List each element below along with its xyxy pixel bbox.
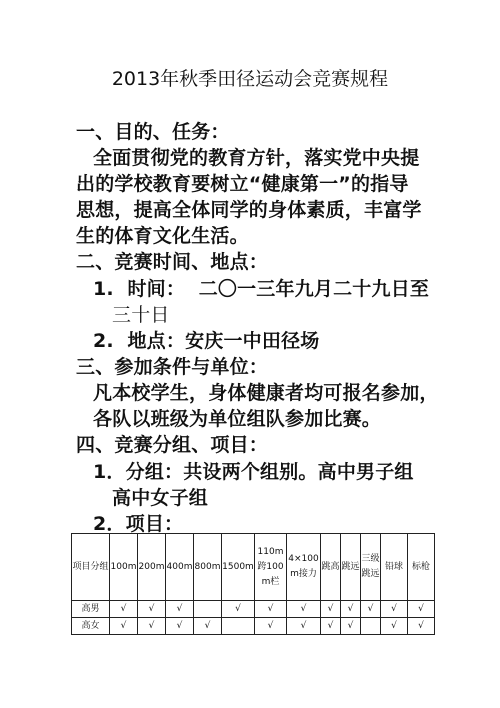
check-mark: √ xyxy=(138,601,166,618)
section-1-line-3: 思想，提高全体同学的身体素质，丰富学 xyxy=(76,199,422,221)
section-1-line-1: 全面贯彻党的教育方针，落实党中央提 xyxy=(93,147,420,169)
check-mark: √ xyxy=(166,601,194,618)
event-header: 跳远 xyxy=(341,534,361,601)
check-mark: √ xyxy=(255,601,287,618)
check-mark xyxy=(194,601,222,618)
group-label: 高男 xyxy=(72,601,110,618)
section-2-place-line: 2. 地点：安庆一中田径场 xyxy=(93,330,320,352)
event-header: 100m xyxy=(110,534,138,601)
table-row xyxy=(72,618,435,635)
table-row xyxy=(72,601,435,618)
check-mark: √ xyxy=(110,618,138,635)
section-4-group-continued: 高中女子组 xyxy=(112,487,209,509)
check-mark: √ xyxy=(194,618,222,635)
document-title: 2013年秋季田径运动会竞赛规程 xyxy=(111,68,389,90)
section-2-time-continued: 三十日 xyxy=(112,304,170,326)
event-header: 110m跨100m栏 xyxy=(255,534,287,601)
section-3-line-1: 凡本校学生，身体健康者均可报名参加， xyxy=(93,382,439,404)
section-2-time-line: 1. 时间： 二〇一三年九月二十九日至 xyxy=(93,278,430,300)
check-mark: √ xyxy=(255,618,287,635)
events-table xyxy=(71,533,435,635)
check-mark: √ xyxy=(361,601,381,618)
section-3-line-2: 各队以班级为单位组队参加比赛。 xyxy=(93,408,382,430)
event-header: 800m xyxy=(194,534,222,601)
check-mark: √ xyxy=(341,618,361,635)
event-header: 200m xyxy=(138,534,166,601)
check-mark: √ xyxy=(408,601,435,618)
check-mark: √ xyxy=(287,601,321,618)
table-header-row xyxy=(72,534,435,601)
event-header: 1500m xyxy=(222,534,255,601)
check-mark xyxy=(361,618,381,635)
check-mark: √ xyxy=(287,618,321,635)
check-mark: √ xyxy=(222,601,255,618)
check-mark: √ xyxy=(408,618,435,635)
check-mark xyxy=(222,618,255,635)
section-4-heading: 四、竞赛分组、项目： xyxy=(76,434,269,456)
section-1-heading: 一、目的、任务： xyxy=(76,121,230,143)
check-mark: √ xyxy=(341,601,361,618)
section-1-line-2: 出的学校教育要树立“健康第一”的指导 xyxy=(76,173,409,195)
section-1-line-4: 生的体育文化生活。 xyxy=(76,225,249,247)
event-header: 4×100m接力 xyxy=(287,534,321,601)
event-header: 标枪 xyxy=(408,534,435,601)
section-4-group-line: 1．分组：共设两个组别。高中男子组 xyxy=(93,461,414,483)
section-2-heading: 二、竞赛时间、地点： xyxy=(76,251,269,273)
event-header: 跳高 xyxy=(321,534,341,601)
check-mark: √ xyxy=(321,601,341,618)
section-3-heading: 三、参加条件与单位： xyxy=(76,356,269,378)
section-4-items-line: 2．项目： xyxy=(93,513,184,535)
check-mark: √ xyxy=(138,618,166,635)
event-header: 三级跳远 xyxy=(361,534,381,601)
group-label: 高女 xyxy=(72,618,110,635)
check-mark: √ xyxy=(166,618,194,635)
check-mark: √ xyxy=(321,618,341,635)
check-mark: √ xyxy=(110,601,138,618)
check-mark: √ xyxy=(381,618,408,635)
event-header: 铅球 xyxy=(381,534,408,601)
check-mark: √ xyxy=(381,601,408,618)
table-corner-header: 项目分组 xyxy=(72,534,110,601)
event-header: 400m xyxy=(166,534,194,601)
